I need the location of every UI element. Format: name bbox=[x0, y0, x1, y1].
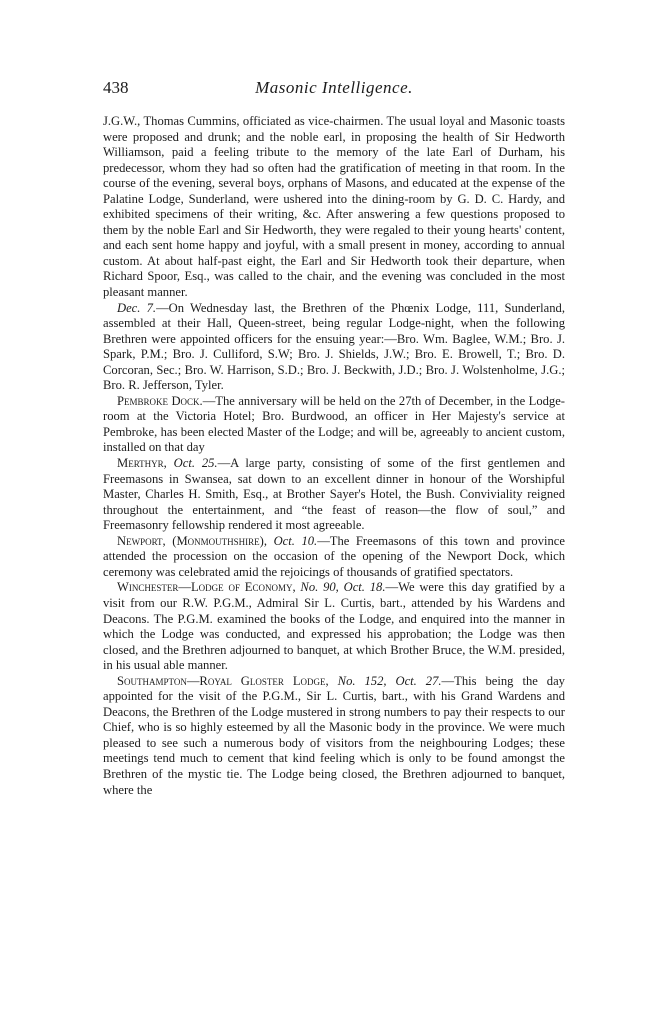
paragraph-date: No. 90, Oct. 18. bbox=[300, 580, 386, 595]
paragraph-merthyr bbox=[103, 456, 565, 534]
paragraph-place: Merthyr, bbox=[117, 456, 167, 471]
paragraph-date: No. 152, Oct. 27. bbox=[337, 673, 442, 688]
paragraph-place: Pembroke Dock. bbox=[117, 393, 203, 408]
paragraph-place: Winchester—Lodge of Economy, bbox=[117, 580, 296, 595]
paragraph-winchester bbox=[103, 580, 565, 673]
paragraph-newport bbox=[103, 534, 565, 581]
paragraph-text: —We were this day gratified by a visit from our R.W. P.G.M., Admiral Sir L. Curtis, bart., attended by his Wardens and Deacons. The P.G.M. examined the books of the Lodge, and enquired into the manner in which the Lodge was conducted, and expressed his approbation; the Lodge was then closed, and the Brethren adjourned to banquet, at which Brother Bruce, the W.M. presided, in his usual able manner. bbox=[103, 580, 566, 673]
paragraph-text: —On Wednesday last, the Brethren of the Phœnix Lodge, 111, Sunderland, assembled at their Hall, Queen-street, being regular Lodge-night, when the following Brethren were appointed officers for the ensuing year:—Bro. Wm. Baglee, W.M.; Bro. J. Spark, P.M.; Bro. J. Culliford, S.W; Bro. J. Shields, J.W.; Bro. E. Browell, T.; Bro. D. Corcoran, Sec.; Bro. W. Harrison, S.D.; Bro. J. Beckwith, J.D.; Bro. J. Wolstenholme, J.G.; Bro. R. Jefferson, Tyler. bbox=[103, 300, 565, 393]
paragraph-southampton bbox=[103, 674, 565, 798]
paragraph-place: Newport, (Monmouthshire), bbox=[117, 533, 267, 548]
page bbox=[103, 78, 565, 798]
paragraph-text: —This being the day appointed for the visit of the P.G.M., Sir L. Curtis, bart., with his Grand Wardens and Deacons, the Brethren of the Lodge mustered in strong numbers to pay their respects to our Chief, who is so highly esteemed by all the Masonic body in the province. We were much pleased to see such a numerous body of visitors from the neighbouring Lodges; these meetings tend much to cement that kind feeling which is only to be found amongst the Brethren of the mystic tie. The Lodge being closed, the Brethren adjourned to banquet, where the bbox=[103, 673, 565, 797]
paragraph-date: Dec. 7. bbox=[117, 300, 157, 315]
paragraph-text: J.G.W., Thomas Cummins, officiated as vice-chairmen. The usual loyal and Masonic toasts were proposed and drunk; and the noble earl, in proposing the health of Sir Hedworth Williamson, paid a feeling tribute to the memory of the late Earl of Durham, his predecessor, whom they had so often had the gratification of meeting in that room. In the course of the evening, several boys, orphans of Masons, and educated at the expense of the Palatine Lodge, Sunderland, were ushered into the dining-room by G. D. C. Hardy, and exhibited specimens of their writing, &c. After answering a few questions proposed to them by the noble Earl and Sir Hedworth, they were regaled to their young hearts' content, and each sent home happy and joyful, with a small present in money, according to annual custom. At about half-past eight, the Earl and Sir Hedworth took their departure, when Richard Spoor, Esq., was called to the chair, and the evening was concluded in the most pleasant manner. bbox=[103, 114, 565, 300]
paragraph-place: Southampton—Royal Gloster Lodge, bbox=[117, 673, 329, 688]
article-body bbox=[103, 114, 565, 798]
page-number: 438 bbox=[103, 78, 129, 97]
page-header bbox=[103, 78, 565, 100]
paragraph-sunderland-dinner bbox=[103, 114, 565, 301]
paragraph-date: Oct. 10. bbox=[273, 533, 318, 548]
paragraph-text: —The anniversary will be held on the 27th of December, in the Lodge-room at the Victoria Hotel; Bro. Burdwood, an officer in Her Majesty's service at Pembroke, has been elected Master of the Lodge; and will be, agreeably to ancient custom, installed on that day bbox=[103, 393, 565, 455]
paragraph-phoenix-lodge bbox=[103, 301, 565, 394]
paragraph-pembroke-dock bbox=[103, 394, 565, 456]
paragraph-date: Oct. 25. bbox=[173, 456, 218, 471]
paragraph-text: —A large party, consisting of some of the first gentlemen and Freemasons in Swansea, sat down to an excellent dinner in honour of the Worshipful Master, Charles H. Smith, Esq., at Brother Sayer's Hotel, the Bush. Conviviality reigned throughout the entertainment, and “the feast of reason—the flow of soul,” and Freemasonry fellowship rendered it most agreeable. bbox=[103, 456, 566, 533]
paragraph-text: —The Freemasons of this town and province attended the procession on the occasion of the opening of the Newport Dock, which ceremony was celebrated amid the rejoicings of thousands of gratified spectators. bbox=[103, 533, 565, 579]
running-head: Masonic Intelligence. bbox=[255, 78, 413, 97]
